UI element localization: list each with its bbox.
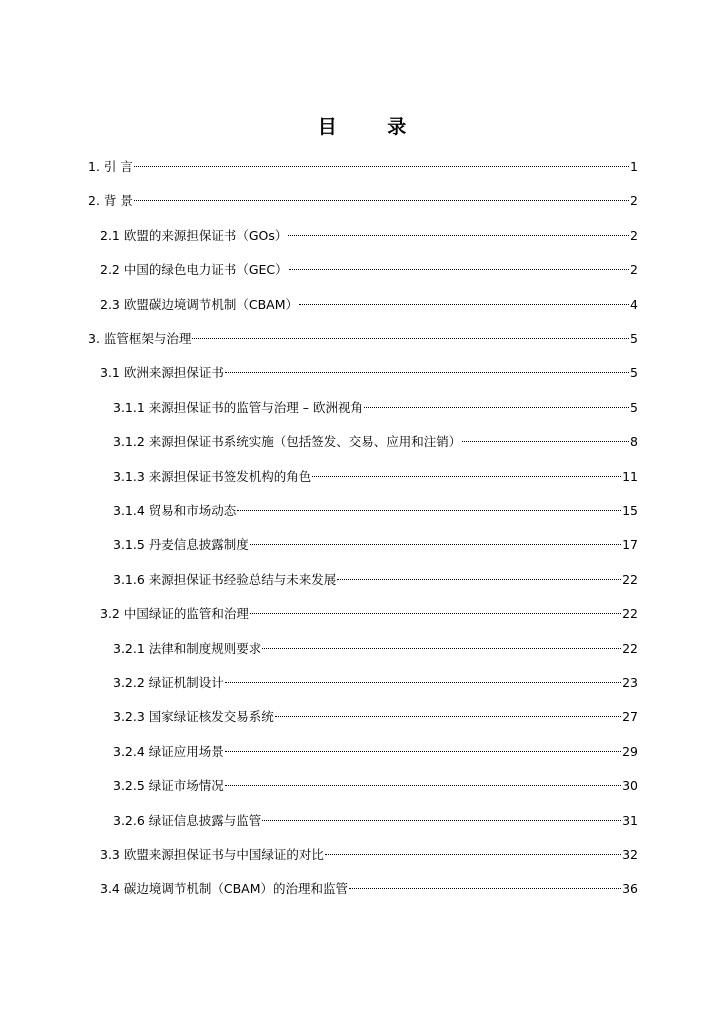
toc-leader-dots bbox=[312, 463, 621, 481]
toc-entry-label: 3.2.2 绿证机制设计 bbox=[113, 675, 224, 690]
toc-entry[interactable] bbox=[113, 738, 638, 761]
toc-entry[interactable] bbox=[113, 703, 638, 726]
toc-leader-dots bbox=[225, 738, 621, 756]
toc-entry-label: 3.3 欧盟来源担保证书与中国绿证的对比 bbox=[100, 847, 324, 862]
toc-entry-page-number: 32 bbox=[622, 847, 638, 862]
toc-entry-label: 3.2 中国绿证的监管和治理 bbox=[100, 606, 249, 622]
toc-entry[interactable] bbox=[100, 291, 638, 314]
toc-leader-dots bbox=[337, 566, 621, 584]
toc-leader-dots bbox=[275, 703, 621, 721]
toc-entry[interactable] bbox=[113, 566, 638, 589]
toc-entry-page-number: 22 bbox=[622, 606, 638, 622]
toc-entry-page-number: 30 bbox=[622, 778, 638, 794]
toc-entry[interactable] bbox=[113, 463, 638, 486]
toc-entry-label: 3.1.4 贸易和市场动态 bbox=[113, 503, 237, 518]
toc-entry-page-number: 1 bbox=[630, 159, 638, 174]
toc-entry[interactable] bbox=[100, 600, 638, 623]
toc-leader-dots bbox=[134, 187, 629, 205]
toc-entry[interactable] bbox=[113, 807, 638, 830]
toc-leader-dots bbox=[225, 772, 621, 790]
toc-entry-label: 3.1.6 来源担保证书经验总结与未来发展 bbox=[113, 571, 337, 587]
toc-entry-label: 3.1.2 来源担保证书系统实施（包括签发、交易、应用和注销） bbox=[113, 434, 462, 450]
toc-entry[interactable] bbox=[113, 531, 638, 554]
toc-leader-dots bbox=[192, 325, 629, 343]
toc-entry-page-number: 31 bbox=[622, 812, 638, 828]
toc-entry-page-number: 27 bbox=[622, 709, 638, 725]
toc-entry-label: 3.2.6 绿证信息披露与监管 bbox=[113, 812, 262, 828]
toc-entry-page-number: 5 bbox=[630, 331, 638, 346]
toc-title: 目 录 bbox=[317, 116, 429, 138]
toc-leader-dots bbox=[225, 359, 629, 377]
toc-entry-page-number: 23 bbox=[622, 675, 638, 690]
toc-entry-label: 3.2.1 法律和制度规则要求 bbox=[113, 640, 262, 656]
toc-entry-page-number: 22 bbox=[622, 571, 638, 587]
toc-leader-dots bbox=[225, 669, 621, 687]
toc-entry[interactable] bbox=[113, 669, 638, 692]
toc-entry-label: 2. 背 景 bbox=[88, 193, 133, 209]
toc-entry-label: 3.2.3 国家绿证核发交易系统 bbox=[113, 709, 274, 725]
toc-entry-page-number: 11 bbox=[622, 468, 638, 484]
toc-leader-dots bbox=[134, 153, 629, 171]
toc-entry[interactable] bbox=[88, 325, 638, 348]
toc-entry-label: 3.2.5 绿证市场情况 bbox=[113, 778, 224, 794]
toc-entry-label: 3.2.4 绿证应用场景 bbox=[113, 743, 224, 759]
toc-entry-label: 3.4 碳边境调节机制（CBAM）的治理和监管 bbox=[100, 881, 348, 897]
toc-entry-page-number: 5 bbox=[630, 399, 638, 415]
toc-entry-page-number: 15 bbox=[622, 503, 638, 518]
toc-leader-dots bbox=[262, 807, 621, 825]
toc-entry[interactable] bbox=[100, 222, 638, 245]
toc-entry[interactable] bbox=[113, 497, 638, 520]
toc-entry-page-number: 5 bbox=[630, 365, 638, 381]
toc-entry[interactable] bbox=[100, 256, 638, 279]
toc-leader-dots bbox=[364, 394, 629, 412]
toc-entry-label: 3.1 欧洲来源担保证书 bbox=[100, 365, 224, 381]
toc-entry[interactable] bbox=[113, 772, 638, 795]
toc-entry[interactable] bbox=[113, 394, 638, 417]
toc-entry-page-number: 4 bbox=[630, 296, 638, 312]
toc-leader-dots bbox=[237, 497, 621, 515]
toc-entry-page-number: 22 bbox=[622, 640, 638, 656]
toc-entry-page-number: 36 bbox=[622, 881, 638, 897]
toc-entry[interactable] bbox=[100, 841, 638, 864]
toc-entry-page-number: 2 bbox=[630, 227, 638, 243]
toc-entry-label: 3.1.1 来源担保证书的监管与治理 – 欧洲视角 bbox=[113, 399, 363, 415]
toc-entry-page-number: 2 bbox=[630, 193, 638, 209]
toc-entry[interactable] bbox=[100, 875, 638, 898]
toc-leader-dots bbox=[349, 875, 621, 893]
toc-entry[interactable] bbox=[88, 187, 638, 210]
toc-entry-page-number: 29 bbox=[622, 743, 638, 759]
toc-entry[interactable] bbox=[100, 359, 638, 382]
toc-entry-page-number: 2 bbox=[630, 262, 638, 278]
toc-leader-dots bbox=[250, 600, 621, 618]
toc-entry-label: 3. 监管框架与治理 bbox=[88, 331, 192, 346]
toc-entry-label: 3.1.5 丹麦信息披露制度 bbox=[113, 537, 249, 553]
toc-entry-page-number: 17 bbox=[622, 537, 638, 553]
toc-leader-dots bbox=[288, 222, 629, 240]
toc-leader-dots bbox=[250, 531, 621, 549]
toc-leader-dots bbox=[325, 841, 621, 859]
toc-entry[interactable] bbox=[113, 635, 638, 658]
toc-entry-label: 2.1 欧盟的来源担保证书（GOs） bbox=[100, 227, 288, 243]
toc-leader-dots bbox=[462, 428, 629, 446]
toc-entry-label: 2.2 中国的绿色电力证书（GEC） bbox=[100, 262, 288, 278]
toc-entry[interactable] bbox=[113, 428, 638, 451]
toc-entry-label: 2.3 欧盟碳边境调节机制（CBAM） bbox=[100, 296, 298, 312]
toc-leader-dots bbox=[299, 291, 629, 309]
toc-entry-label: 1. 引 言 bbox=[88, 159, 133, 174]
toc-entry-label: 3.1.3 来源担保证书签发机构的角色 bbox=[113, 468, 312, 484]
toc-entry-page-number: 8 bbox=[630, 434, 638, 450]
toc-entry[interactable] bbox=[88, 153, 638, 176]
toc-leader-dots bbox=[262, 635, 621, 653]
toc-leader-dots bbox=[289, 256, 629, 274]
